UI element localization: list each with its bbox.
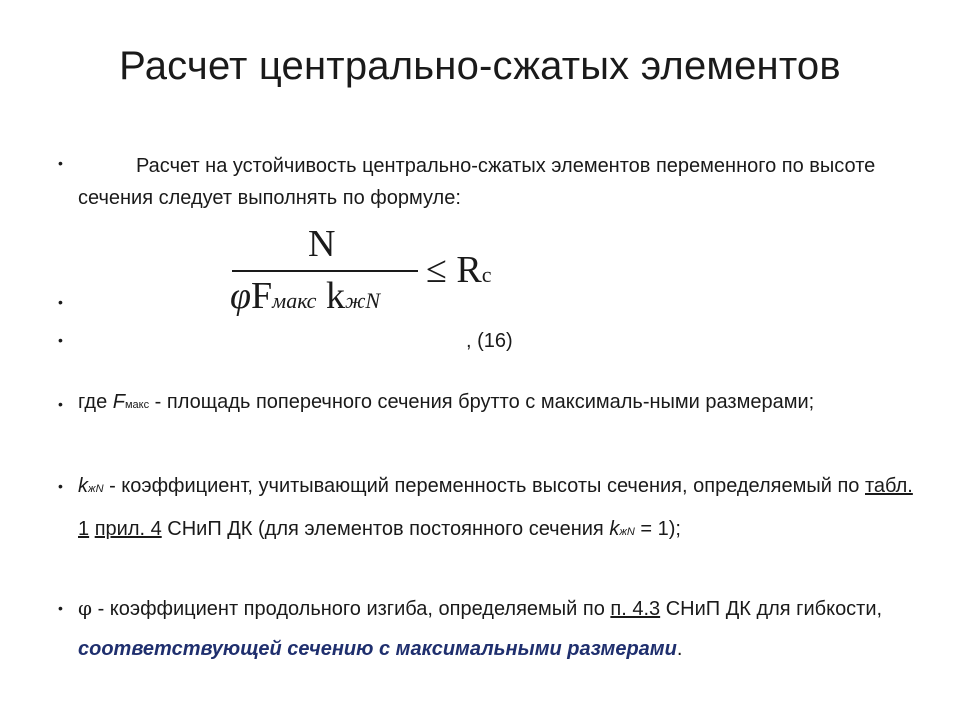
formula-phi: φ bbox=[230, 275, 252, 317]
paragraph-stability-text: Расчет на устойчивость центрально-сжатых элементов переменного по высоте сечения следует выполнять по формуле: bbox=[78, 155, 876, 209]
equation-number: , (16) bbox=[466, 330, 513, 352]
paragraph-phi-definition bbox=[78, 588, 920, 669]
p3-text1: - коэффициент, учитывающий переменность высоты сечения, определяемый по bbox=[103, 475, 865, 497]
formula-denominator bbox=[230, 274, 380, 318]
formula-numerator: N bbox=[308, 223, 336, 265]
p3-text3: СНиП ДК (для элементов постоянного сечения bbox=[161, 518, 610, 540]
p2-symbol-F: F bbox=[112, 391, 125, 413]
p4-emphasis: соответствующей сечению с максимальными размерами bbox=[78, 638, 677, 660]
bullet-5: • bbox=[58, 478, 63, 494]
p3-symbol-k-sub: жN bbox=[88, 483, 104, 495]
formula-rhs bbox=[426, 248, 491, 292]
p3-symbol-k: k bbox=[78, 475, 88, 497]
paragraph-k-definition bbox=[78, 466, 920, 552]
paragraph-F-definition bbox=[78, 384, 920, 423]
p2-text: - площадь поперечного сечения брутто с максималь-ными размерами; bbox=[149, 391, 815, 413]
bullet-3: • bbox=[58, 332, 63, 348]
bullet-1: • bbox=[58, 155, 63, 171]
formula-F: F bbox=[251, 275, 273, 317]
link-appendix-4[interactable]: прил. 4 bbox=[94, 518, 162, 540]
p4-symbol-phi: φ bbox=[78, 596, 93, 620]
p3-symbol-k2-sub: жN bbox=[619, 526, 635, 538]
p4-text2: СНиП ДК для гибкости, bbox=[660, 598, 883, 620]
bullet-4: • bbox=[58, 396, 63, 412]
bullet-6: • bbox=[58, 600, 63, 616]
paragraph-stability bbox=[78, 150, 920, 214]
p4-text1: - коэффициент продольного изгиба, определяемый по bbox=[92, 598, 611, 620]
p3-symbol-k2: k bbox=[609, 518, 620, 540]
formula-F-sub: макс bbox=[272, 288, 317, 313]
formula-k-sub: жN bbox=[344, 288, 381, 313]
fraction-bar bbox=[232, 270, 418, 272]
p3-text4: = 1); bbox=[634, 518, 681, 540]
bullet-2: • bbox=[58, 294, 63, 310]
formula-k: k bbox=[325, 275, 345, 317]
p2-symbol-F-sub: макс bbox=[124, 399, 150, 411]
link-table-1[interactable]: табл. 1 bbox=[78, 475, 913, 540]
formula-R-sub: c bbox=[481, 262, 492, 287]
p4-text3: . bbox=[676, 638, 683, 660]
formula-R: R bbox=[456, 249, 482, 291]
formula-relation: ≤ bbox=[426, 249, 447, 291]
slide-title: Расчет центрально-сжатых элементов bbox=[119, 44, 841, 88]
link-clause-4-3[interactable]: п. 4.3 bbox=[610, 598, 661, 620]
formula-16 bbox=[230, 218, 530, 338]
p2-lead: где bbox=[78, 391, 113, 413]
